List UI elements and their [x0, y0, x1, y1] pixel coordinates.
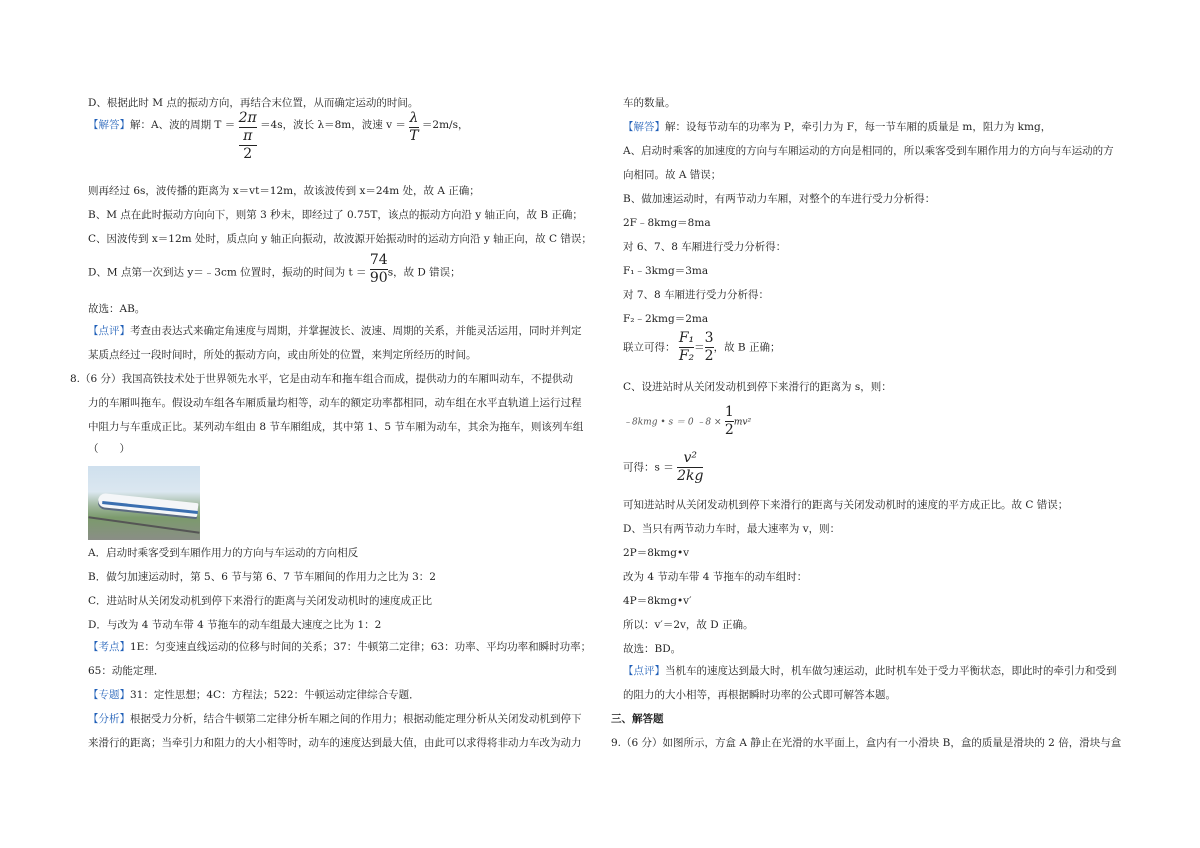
text: ，故 B 正确； [713, 341, 781, 354]
text-line: 向相同。故 A 错误； [623, 169, 722, 181]
frac-den: 2 [724, 422, 734, 438]
analysis-line [88, 712, 582, 726]
option-d: D．与改为 4 节动车带 4 节拖车的动车组最大速度之比为 1：2 [88, 619, 382, 631]
option-a: A．启动时乘客受到车厢作用力的方向与车运动的方向相反 [88, 547, 359, 559]
frac-den: T [409, 128, 419, 144]
frac-num: 74 [369, 252, 388, 268]
equation-line: 2F﹣8kmg＝8ma [623, 217, 711, 229]
answer-tag: 【解答】 [623, 121, 665, 133]
text: 考查由表达式来确定角速度与周期，并掌握波长、波速、周期的关系，并能灵活运用，同时并判定 [130, 325, 582, 337]
text-line: 所以：v′＝2v，故 D 正确。 [623, 619, 754, 631]
text-line: 65：动能定理． [88, 665, 165, 677]
frac-num: 3 [704, 330, 714, 346]
topic-tag: 【考点】 [88, 641, 130, 653]
section-heading: 三、解答题 [611, 713, 664, 725]
force-ratio-fraction [679, 330, 694, 365]
question-9-line: 9.（6 分）如图所示，方盒 A 静止在光滑的水平面上，盒内有一小滑块 B，盒的质量是滑块的 2 倍，滑块与盒 [611, 737, 1122, 749]
text-line: 可知进站时从关闭发动机到停下来滑行的距离与关闭发动机时的速度的平方成正比。故 C 错误； [623, 499, 1069, 511]
text-line: 对 7、8 车厢进行受力分析得： [623, 289, 770, 301]
option-c: C．进站时从关闭发动机到停下来滑行的距离与关闭发动机时的速度成正比 [88, 595, 433, 607]
text: 解：A、波的周期 T ＝ [130, 119, 236, 131]
text-line: 力的车厢叫拖车。假设动车组各车厢质量均相等，动车的额定功率都相同，动车组在水平直轨道上运行过程 [88, 397, 582, 409]
equation-line: 2P＝8kmg•v [623, 547, 690, 559]
velocity-fraction [409, 110, 418, 145]
text: 1E：匀变速直线运动的位移与时间的关系；37：牛顿第二定律；63：功率、平均功率和瞬时功率； [130, 641, 592, 653]
energy-equation-line [623, 404, 751, 439]
text-line: 某质点经过一段时间时，所处的振动方向，或由所处的位置，来判定所经历的时间。 [88, 349, 477, 361]
answer-tag: 【解答】 [88, 119, 130, 131]
text-line: 改为 4 节动车带 4 节拖车的动车组时： [623, 571, 808, 583]
time-fraction [370, 252, 388, 287]
distance-fraction [677, 450, 703, 485]
text: 可得：s ＝ [623, 461, 674, 474]
frac-mid: π [243, 128, 253, 144]
text: 根据受力分析，结合牛顿第二定律分析车厢之间的作用力；根据动能定理分析从关闭发动机到停下 [130, 713, 582, 725]
text: ＝4s，波长 λ＝8m，波速 v ＝ [260, 119, 406, 131]
half-fraction [725, 404, 734, 439]
equation-line: F₂﹣2kmg＝2ma [623, 313, 709, 325]
frac-den: F₂ [678, 348, 695, 364]
frac-den: 2kg [677, 468, 704, 484]
frac-num: λ [409, 110, 419, 126]
subject-line [88, 688, 420, 702]
text: ﹣8kmg • s ＝ 0 ﹣8 × [623, 417, 722, 428]
text-line: 中阻力与车重成正比。某列动车组由 8 节车厢组成，其中第 1、5 节车厢为动车，其余为拖车，则该列车组 [88, 421, 584, 433]
text-line: 来滑行的距离；当牵引力和阻力的大小相等时，动车的速度达到最大值，由此可以求得将非动力车改为动力 [88, 737, 582, 749]
frac-num: 2π [238, 110, 257, 126]
comment-tag: 【点评】 [623, 665, 665, 677]
text: s，故 D 错误； [387, 266, 461, 279]
analysis-tag: 【分析】 [88, 713, 130, 725]
equation-line: 4P＝8kmg•v′ [623, 595, 692, 607]
comment-tag: 【点评】 [88, 325, 130, 337]
distance-result-line [623, 450, 703, 485]
ratio-line [623, 330, 781, 365]
text-line: 故选：AB。 [88, 303, 146, 315]
topic-line [88, 640, 591, 654]
comment-line [623, 664, 1117, 678]
subject-tag: 【专题】 [88, 689, 130, 701]
text-line: 则再经过 6s，波传播的距离为 x＝vt＝12m，故该波传到 x＝24m 处，故 A 正确； [88, 185, 480, 197]
frac-den: 2 [704, 348, 714, 364]
ratio-value-fraction [705, 330, 714, 365]
frac-num: F₁ [678, 330, 695, 346]
text-line: B、做加速运动时，有两节动力车厢，对整个的车进行受力分析得： [623, 193, 936, 205]
text-line: D、根据此时 M 点的振动方向，再结合末位置，从而确定运动的时间。 [88, 97, 419, 109]
answer-line-time [88, 252, 461, 287]
text: 31：定性思想；4C：方程法；522：牛顿运动定律综合专题． [130, 689, 420, 701]
text: mv² [733, 417, 752, 428]
frac-num: 1 [724, 404, 734, 420]
text-line: C、设进站时从关闭发动机到停下来滑行的距离为 s，则： [623, 381, 892, 393]
text-line: 的阻力的大小相等，再根据瞬时功率的公式即可解答本题。 [623, 689, 896, 701]
question-8-line: 8.（6 分）我国高铁技术处于世界领先水平，它是由动车和拖车组合而成，提供动力的车厢叫动车，不提供动 [70, 373, 574, 385]
text: ＝2m/s， [421, 119, 469, 131]
text: 联立可得： [623, 341, 676, 354]
text-line: 车的数量。 [623, 97, 676, 109]
answer-line-period [88, 110, 469, 163]
equation-line: F₁﹣3kmg＝3ma [623, 265, 709, 277]
text: D、M 点第一次到达 y＝﹣3cm 位置时，振动的时间为 t ＝ [88, 266, 367, 279]
frac-den: 90 [369, 270, 388, 286]
period-fraction [239, 110, 257, 163]
text-line: 故选：BD。 [623, 643, 682, 655]
answer-line [623, 120, 1051, 134]
text-line: B、M 点在此时振动方向向下，则第 3 秒末，即经过了 0.75T，该点的振动方向沿 y 轴正向，故 B 正确； [88, 209, 583, 221]
text-line: D、当只有两节动力车时，最大速率为 v，则： [623, 523, 841, 535]
frac-den: 2 [243, 146, 253, 162]
text-line: （ ） [88, 443, 130, 455]
text-line: C、因波传到 x＝12m 处时，质点向 y 轴正向振动，故波源开始振动时的运动方向沿 y 轴正向，故 C 错误； [88, 233, 592, 245]
text: 当机车的速度达到最大时，机车做匀速运动，此时机车处于受力平衡状态，即此时的牵引力和受到 [665, 665, 1117, 677]
text-line: 对 6、7、8 车厢进行受力分析得： [623, 241, 787, 253]
train-photo [88, 466, 200, 540]
text-line: A、启动时乘客的加速度的方向与车厢运动的方向是相同的，所以乘客受到车厢作用力的方向与车运动的方 [623, 145, 1114, 157]
text: ＝ [694, 341, 705, 354]
option-b: B．做匀加速运动时，第 5、6 节与第 6、7 节车厢间的作用力之比为 3：2 [88, 571, 436, 583]
frac-num: v² [683, 450, 698, 466]
comment-line [88, 324, 582, 338]
text: 解：设每节动车的功率为 P，牵引力为 F，每一节车厢的质量是 m，阻力为 kmg， [665, 121, 1052, 133]
